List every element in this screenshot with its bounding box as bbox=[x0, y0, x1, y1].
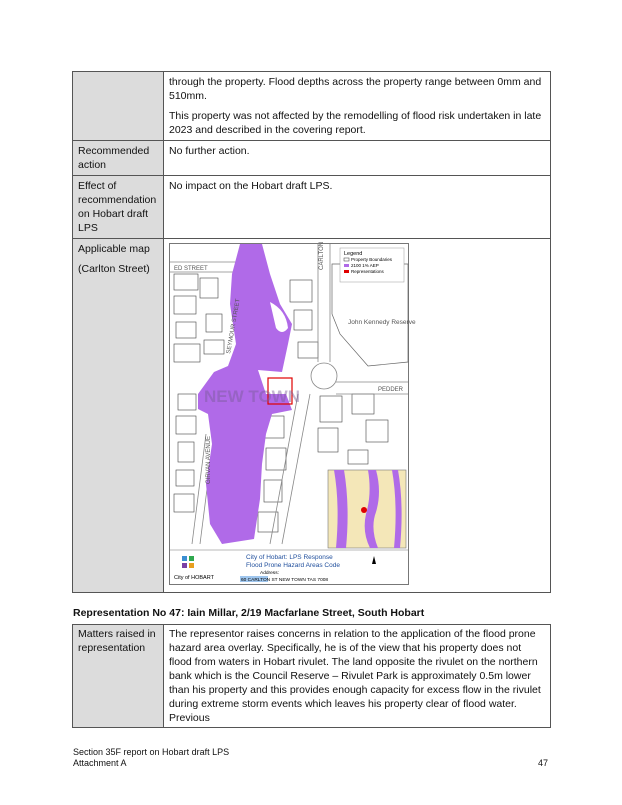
page-footer bbox=[73, 747, 229, 769]
legend-item: 2100 1% AEP bbox=[351, 263, 379, 268]
recommended-action-label: Recommended action bbox=[73, 141, 164, 176]
table-label-cell bbox=[73, 72, 164, 141]
matters-raised-text: The representor raises concerns in relation to the application of the flood prone hazard area overlay. Specifically, he is of the view that his property does not flood from waters in Hobart rivulet. The land opposite the rivulet on the northern bank which is the Council Reserve – Rivulet Park is approximately 0.5m lower than his property and this provides enough capacity for excess flow in the rivulet during extreme storm events which leaves his property clear of flood water. Previous bbox=[164, 625, 551, 728]
table-row bbox=[73, 239, 551, 593]
legend-title: Legend bbox=[344, 251, 363, 257]
applicable-map-title: Applicable map bbox=[78, 243, 150, 255]
footer-attachment: Attachment A bbox=[73, 758, 127, 768]
recommended-action-value: No further action. bbox=[164, 141, 551, 176]
applicable-map-label bbox=[73, 239, 164, 593]
table-row bbox=[73, 141, 551, 176]
footer-report-title: Section 35F report on Hobart draft LPS bbox=[73, 747, 230, 757]
table-row bbox=[73, 72, 551, 141]
street-label-diagonal: SEYMOUR STREET bbox=[226, 298, 242, 355]
effect-value: No impact on the Hobart draft LPS. bbox=[164, 176, 551, 239]
street-label-top-left: ED STREET bbox=[174, 266, 208, 272]
table-row bbox=[73, 625, 551, 728]
map-address-value: 60 CARLTON ST NEW TOWN TAS 7008 bbox=[241, 578, 329, 583]
representation-heading: Representation No 47: Iain Millar, 2/19 Macfarlane Street, South Hobart bbox=[73, 607, 425, 619]
page-number: 47 bbox=[538, 758, 549, 768]
representation-table bbox=[72, 624, 551, 728]
flood-map bbox=[169, 241, 416, 585]
reserve-label: John Kennedy Reserve bbox=[348, 319, 416, 326]
map-footer-title: City of Hobart: LPS Response bbox=[246, 554, 333, 561]
applicable-map-street: (Carlton Street) bbox=[78, 263, 150, 275]
suburb-label: NEW TOWN bbox=[204, 387, 301, 406]
map-footer-subtitle: Flood Prone Hazard Areas Code bbox=[246, 562, 340, 569]
attachment-table bbox=[72, 71, 551, 593]
flood-depth-text: through the property. Flood depths across the property range between 0mm and 510mm. bbox=[169, 76, 542, 102]
legend-item: Property Boundaries bbox=[351, 257, 393, 262]
map-cell bbox=[164, 239, 551, 593]
street-label-girvan: GIRVAN AVENUE bbox=[206, 435, 212, 484]
map-address-label: Address: bbox=[260, 571, 279, 576]
street-label-pedder: PEDDER bbox=[378, 387, 404, 393]
table-value-cell bbox=[164, 72, 551, 141]
effect-label: Effect of recommendation on Hobart draft LPS bbox=[73, 176, 164, 239]
remodelling-text: This property was not affected by the remodelling of flood risk undertaken in late 2023 and described in the covering report. bbox=[169, 110, 542, 136]
table-row bbox=[73, 176, 551, 239]
legend-item: Representations bbox=[351, 269, 384, 274]
city-logo-text: City of HOBART bbox=[174, 575, 214, 581]
matters-raised-label: Matters raised in representation bbox=[73, 625, 164, 728]
street-label-carlton: CARLTON bbox=[319, 241, 325, 270]
